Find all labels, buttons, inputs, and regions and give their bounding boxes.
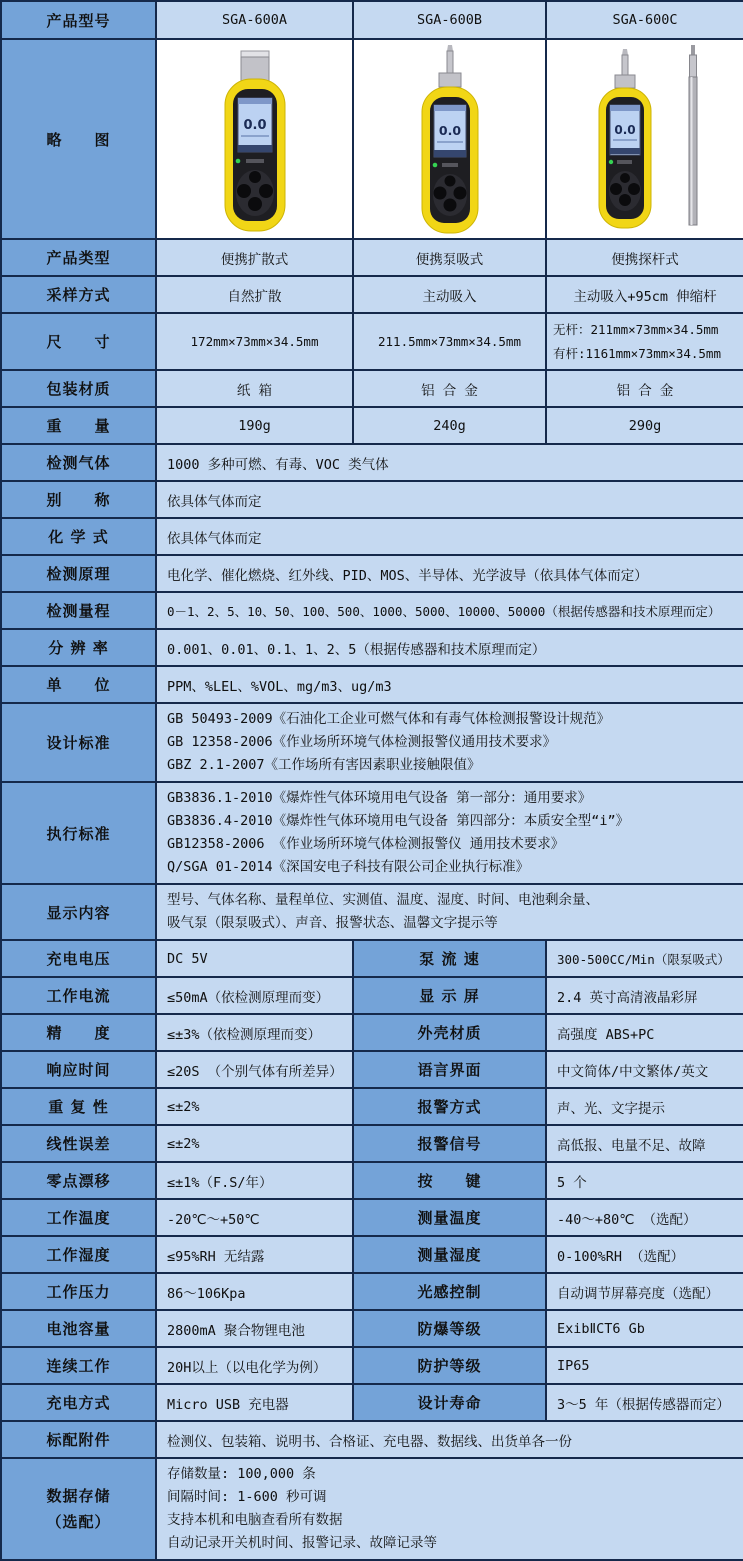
device-photo-sga-600c [570,43,720,235]
row-label: 设计标准 [1,703,156,782]
row-label: 别 称 [1,481,156,518]
row-label: 显 示 屏 [353,977,546,1014]
row-value: 2.4 英寸高清液晶彩屏 [546,977,743,1014]
value-c: 290g [546,407,743,444]
row-value: 自动调节屏幕亮度（选配） [546,1273,743,1310]
table-row-repeatability-alarm-mode [1,1088,743,1125]
value-b: 铝 合 金 [353,370,546,407]
row-label: 光感控制 [353,1273,546,1310]
device-screen-reading: 0.0 [438,123,461,138]
row-label: 充电方式 [1,1384,156,1421]
value-b: 主动吸入 [353,276,546,313]
table-row-data-storage [1,1458,743,1560]
header-label: 产品型号 [1,1,156,39]
row-value: PPM、%LEL、%VOL、mg/m3、ug/m3 [156,666,743,703]
row-label: 包装材质 [1,370,156,407]
display-content-line: 吸气泵（限泵吸式）、声音、报警状态、温馨文字提示等 [167,915,498,931]
row-label: 语言界面 [353,1051,546,1088]
standard-line: GB3836.4-2010《爆炸性气体环境用电气设备 第四部分：本质安全型“i”》 [167,813,630,829]
row-label: 化 学 式 [1,518,156,555]
row-label: 充电电压 [1,940,156,977]
row-label: 线性误差 [1,1125,156,1162]
row-label: 检测量程 [1,592,156,629]
row-label: 防护等级 [353,1347,546,1384]
table-row-weight [1,407,743,444]
value-b: 211.5mm×73mm×34.5mm [353,313,546,370]
row-value [156,703,743,782]
value-c: 主动吸入+95cm 伸缩杆 [546,276,743,313]
row-label: 尺 寸 [1,313,156,370]
device-screen-reading: 0.0 [614,123,636,137]
dimension-with-rod: 有杆:1161mm×73mm×34.5mm [553,345,721,361]
device-photo-sga-600b [394,43,506,235]
row-value: 依具体气体而定 [156,518,743,555]
value-a: 190g [156,407,353,444]
row-label: 检测气体 [1,444,156,481]
row-value: 电化学、催化燃烧、红外线、PID、MOS、半导体、光学波导（依具体气体而定） [156,555,743,592]
product-photo-cell-c [546,39,743,239]
header-row [1,1,743,39]
table-row-design-standards [1,703,743,782]
row-value: 1000 多种可燃、有毒、VOC 类气体 [156,444,743,481]
table-row-linearity-alarm-signal [1,1125,743,1162]
product-photo-cell-b [353,39,546,239]
row-label: 重 复 性 [1,1088,156,1125]
row-label: 防爆等级 [353,1310,546,1347]
row-value: -20℃～+50℃ [156,1199,353,1236]
row-value: 声、光、文字提示 [546,1088,743,1125]
row-label: 外壳材质 [353,1014,546,1051]
row-label [1,1458,156,1560]
sketch-label: 略 图 [1,39,156,239]
table-row-battery-explosion-proof [1,1310,743,1347]
row-value: 2800mA 聚合物锂电池 [156,1310,353,1347]
row-label: 报警信号 [353,1125,546,1162]
row-label-line: （选配） [46,1513,111,1531]
row-value: 依具体气体而定 [156,481,743,518]
display-content-line: 型号、气体名称、量程单位、实测值、温度、湿度、时间、电池剩余量、 [167,892,599,908]
row-value: ≤20S （个别气体有所差异） [156,1051,353,1088]
row-label: 重 量 [1,407,156,444]
standard-line: Q/SGA 01-2014《深国安电子科技有限公司企业执行标准》 [167,859,530,875]
row-label: 精 度 [1,1014,156,1051]
row-label-line: 数据存储 [46,1487,111,1505]
row-value: Micro USB 充电器 [156,1384,353,1421]
row-label: 响应时间 [1,1051,156,1088]
row-value: 3～5 年（根据传感器而定） [546,1384,743,1421]
table-row-product-type [1,239,743,276]
model-name-b: SGA-600B [353,1,546,39]
standard-line: GB3836.1-2010《爆炸性气体环境用电气设备 第一部分：通用要求》 [167,790,592,806]
row-value [156,782,743,884]
row-value: IP65 [546,1347,743,1384]
table-row-zero-drift-buttons [1,1162,743,1199]
row-value: 检测仪、包装箱、说明书、合格证、充电器、数据线、出货单各一份 [156,1421,743,1458]
row-value: 高强度 ABS+PC [546,1014,743,1051]
row-label: 工作压力 [1,1273,156,1310]
table-row-executive-standards [1,782,743,884]
row-label: 显示内容 [1,884,156,940]
row-value: 0－1、2、5、10、50、100、500、1000、5000、10000、50000（根据传感器和技术原理而定） [156,592,743,629]
row-label: 工作湿度 [1,1236,156,1273]
table-row-chemical-formula [1,518,743,555]
standard-line: GB 12358-2006《作业场所环境气体检测报警仪通用技术要求》 [167,734,557,750]
row-value: 中文简体/中文繁体/英文 [546,1051,743,1088]
value-a: 便携扩散式 [156,239,353,276]
sketch-row [1,39,743,239]
standard-line: GB 50493-2009《石油化工企业可燃气体和有毒气体检测报警设计规范》 [167,711,611,727]
table-row-unit [1,666,743,703]
table-row-display-content [1,884,743,940]
row-label: 工作电流 [1,977,156,1014]
storage-line: 间隔时间: 1-600 秒可调 [167,1489,327,1505]
row-label: 标配附件 [1,1421,156,1458]
value-a: 自然扩散 [156,276,353,313]
row-label: 报警方式 [353,1088,546,1125]
row-value: 300-500CC/Min（限泵吸式） [546,940,743,977]
table-row-accessories [1,1421,743,1458]
row-label: 测量湿度 [353,1236,546,1273]
row-value: 0.001、0.01、0.1、1、2、5（根据传感器和技术原理而定） [156,629,743,666]
row-value: 86～106Kpa [156,1273,353,1310]
dimension-without-rod: 无杆：211mm×73mm×34.5mm [553,321,719,337]
row-label: 测量温度 [353,1199,546,1236]
row-label: 分 辨 率 [1,629,156,666]
table-row-dimensions [1,313,743,370]
row-value [156,1458,743,1560]
value-c: 便携探杆式 [546,239,743,276]
table-row-working-humidity-measure-humidity [1,1236,743,1273]
table-row-charge-voltage-pump-flow [1,940,743,977]
value-a: 纸 箱 [156,370,353,407]
table-row-response-time-language [1,1051,743,1088]
table-row-alias [1,481,743,518]
row-label: 零点漂移 [1,1162,156,1199]
row-label: 工作温度 [1,1199,156,1236]
row-label: 设计寿命 [353,1384,546,1421]
row-label: 执行标准 [1,782,156,884]
row-value [156,884,743,940]
value-c: 铝 合 金 [546,370,743,407]
table-row-detected-gas [1,444,743,481]
row-label: 检测原理 [1,555,156,592]
product-photo-cell-a [156,39,353,239]
row-value: ≤±1%（F.S/年） [156,1162,353,1199]
table-row-detection-range [1,592,743,629]
table-row-working-pressure-light-control [1,1273,743,1310]
row-label: 泵 流 速 [353,940,546,977]
telescopic-rod [689,45,697,225]
standard-line: GB12358-2006 《作业场所环境气体检测报警仪 通用技术要求》 [167,836,565,852]
table-row-detection-principle [1,555,743,592]
row-label: 采样方式 [1,276,156,313]
storage-line: 自动记录开关机时间、报警记录、故障记录等 [167,1535,437,1551]
value-b: 便携泵吸式 [353,239,546,276]
value-a: 172mm×73mm×34.5mm [156,313,353,370]
row-value: DC 5V [156,940,353,977]
row-label: 电池容量 [1,1310,156,1347]
storage-line: 存储数量: 100,000 条 [167,1466,316,1482]
device-screen-reading: 0.0 [242,118,267,133]
storage-line: 支持本机和电脑查看所有数据 [167,1512,343,1528]
row-value: ≤±2% [156,1125,353,1162]
row-value: 5 个 [546,1162,743,1199]
row-value: 0-100%RH （选配） [546,1236,743,1273]
table-row-accuracy-housing [1,1014,743,1051]
row-value: 高低报、电量不足、故障 [546,1125,743,1162]
row-value: ≤±3%（依检测原理而变） [156,1014,353,1051]
row-value: ≤50mA（依检测原理而变） [156,977,353,1014]
standard-line: GBZ 2.1-2007《工作场所有害因素职业接触限值》 [167,757,481,773]
row-label: 按 键 [353,1162,546,1199]
table-row-resolution [1,629,743,666]
row-value: ≤95%RH 无结露 [156,1236,353,1273]
table-row-working-current-screen [1,977,743,1014]
value-b: 240g [353,407,546,444]
row-value: ≤±2% [156,1088,353,1125]
row-label: 单 位 [1,666,156,703]
model-name-c: SGA-600C [546,1,743,39]
row-label: 产品类型 [1,239,156,276]
table-row-continuous-work-protection [1,1347,743,1384]
row-value: -40～+80℃ （选配） [546,1199,743,1236]
table-row-packaging [1,370,743,407]
table-row-working-temp-measure-temp [1,1199,743,1236]
value-c [546,313,743,370]
row-label: 连续工作 [1,1347,156,1384]
table-row-sampling [1,276,743,313]
device-photo-sga-600a [199,43,311,235]
row-value: 20H以上（以电化学为例） [156,1347,353,1384]
table-row-charging-method-design-life [1,1384,743,1421]
model-name-a: SGA-600A [156,1,353,39]
row-value: ExibⅡCT6 Gb [546,1310,743,1347]
